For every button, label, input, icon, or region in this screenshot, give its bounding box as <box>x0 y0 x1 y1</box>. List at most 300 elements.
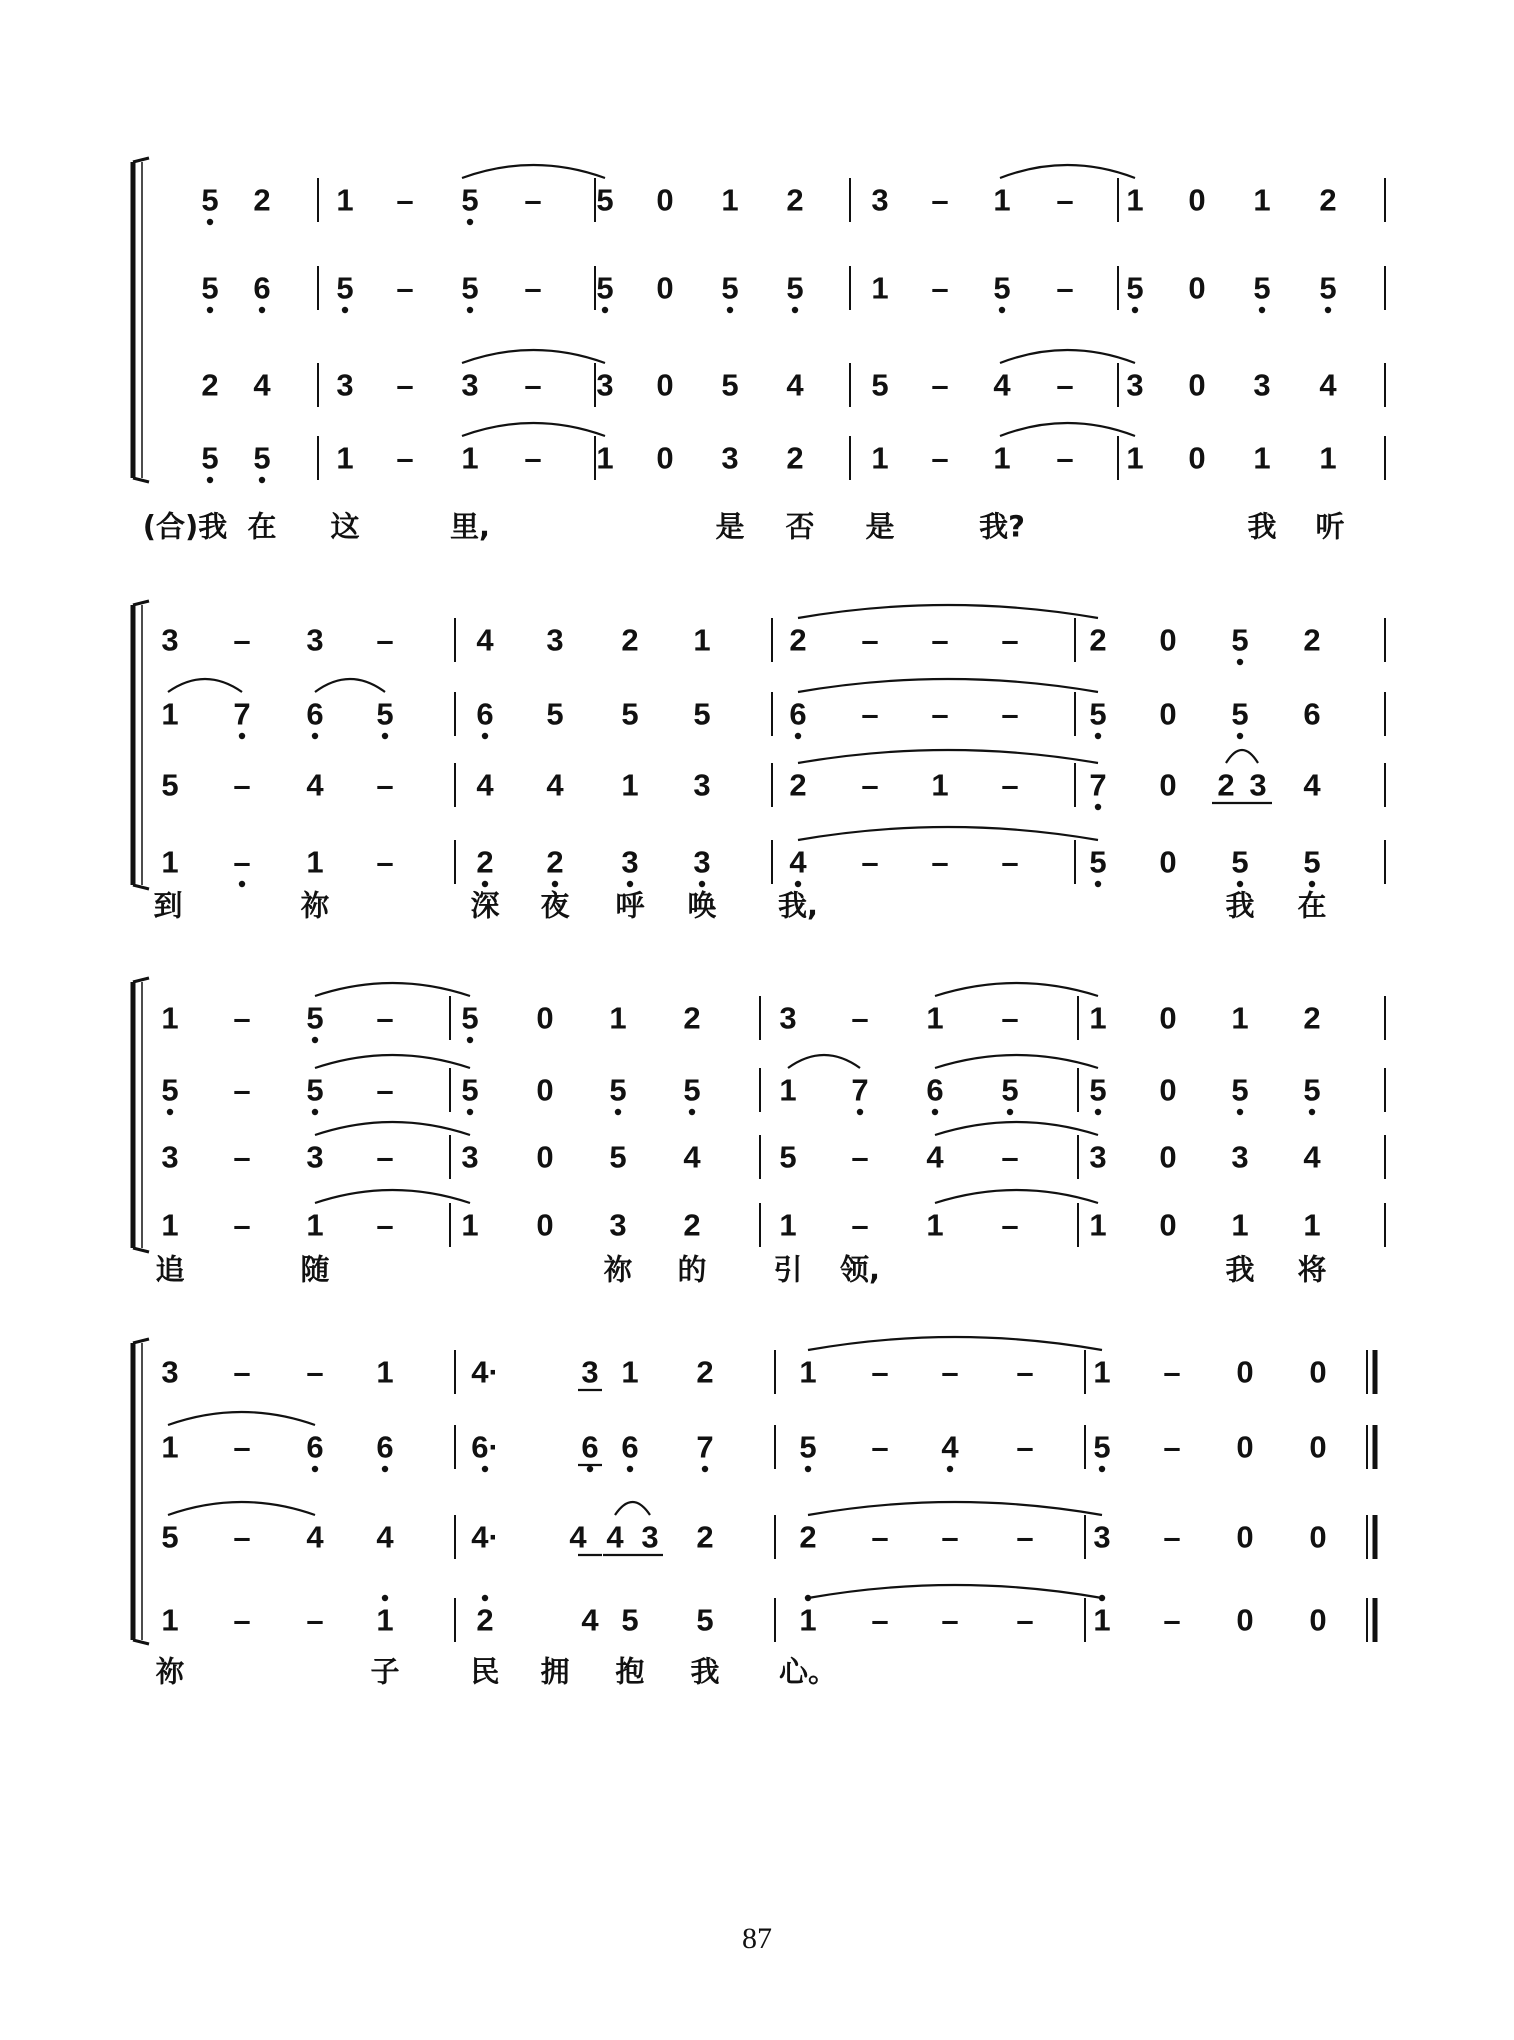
note-number: 0 <box>1188 367 1206 403</box>
octave-dot <box>312 1466 318 1472</box>
note-number: 2 <box>786 440 804 476</box>
dash-note: – <box>233 767 251 803</box>
note-number: 1 <box>1126 182 1144 218</box>
note-number: 5 <box>376 696 394 732</box>
octave-dot <box>342 307 348 313</box>
tie-slur <box>315 983 470 996</box>
note-number: 5 <box>546 696 564 732</box>
system-bracket-bottom <box>133 885 149 889</box>
dash-note: – <box>233 1207 251 1243</box>
note-number: 2 <box>789 767 807 803</box>
note-number: 0 <box>1236 1519 1254 1555</box>
note-number: 1 <box>306 844 324 880</box>
note-number: 5 <box>779 1139 797 1175</box>
dash-note: – <box>1056 367 1074 403</box>
note-number: 5 <box>621 696 639 732</box>
note-number: 4 <box>606 1519 624 1555</box>
note-number: 2 <box>476 844 494 880</box>
dash-note: – <box>396 440 414 476</box>
tie-slur <box>808 1585 1102 1598</box>
note-number: 3 <box>693 767 711 803</box>
note-number: 0 <box>1309 1519 1327 1555</box>
lyric-syllable: 是 <box>715 509 745 544</box>
octave-dot <box>1095 733 1101 739</box>
dash-note: – <box>306 1602 324 1638</box>
dash-note: – <box>233 1139 251 1175</box>
note-number: 0 <box>1236 1602 1254 1638</box>
note-number: 5 <box>621 1602 639 1638</box>
note-number: 1 <box>161 1429 179 1465</box>
dash-note: – <box>1016 1429 1034 1465</box>
note-number: 1 <box>596 440 614 476</box>
octave-dot <box>1309 881 1315 887</box>
note-number: 2 <box>786 182 804 218</box>
lyric-syllable: 子 <box>370 1654 400 1689</box>
dash-note: – <box>1001 1000 1019 1036</box>
octave-dot <box>792 307 798 313</box>
note-number: 1 <box>609 1000 627 1036</box>
note-number: 7 <box>1089 767 1107 803</box>
dash-note: – <box>1001 1207 1019 1243</box>
note-number: 5 <box>336 270 354 306</box>
note-number: 5 <box>693 696 711 732</box>
note-number: 2 <box>476 1602 494 1638</box>
tie-slur <box>808 1337 1102 1350</box>
lyric-syllable: 呼 <box>615 888 645 923</box>
lyric-syllable: 否 <box>785 509 815 544</box>
note-number: 1 <box>1231 1207 1249 1243</box>
lyric-syllable: 我 <box>1225 888 1255 923</box>
note-number: 1 <box>376 1602 394 1638</box>
dash-note: – <box>1001 1139 1019 1175</box>
system-bracket-top <box>133 1339 149 1343</box>
dash-note: – <box>376 1072 394 1108</box>
dash-note: – <box>1001 844 1019 880</box>
lyric-syllable: 到 <box>153 888 183 923</box>
octave-dot <box>467 307 473 313</box>
note-number: 3 <box>1089 1139 1107 1175</box>
dash-note: – <box>931 844 949 880</box>
dash-note: – <box>376 844 394 880</box>
note-number: 6 <box>306 1429 324 1465</box>
note-number: 4 <box>306 767 324 803</box>
note-number: 1 <box>336 182 354 218</box>
octave-dot <box>482 733 488 739</box>
octave-dot <box>602 307 608 313</box>
note-number: 2 <box>683 1000 701 1036</box>
note-number: 3 <box>1126 367 1144 403</box>
lyric-syllable: 唤 <box>687 888 717 923</box>
note-number: 5 <box>786 270 804 306</box>
tie-slur <box>788 1055 860 1068</box>
note-number: 4 <box>786 367 804 403</box>
note-number: 4 <box>376 1519 394 1555</box>
dash-note: – <box>233 622 251 658</box>
note-number: 0 <box>1309 1354 1327 1390</box>
note-number: 5 <box>161 1519 179 1555</box>
note-number: 6 <box>789 696 807 732</box>
note-number: 5 <box>161 767 179 803</box>
note-number: 4 <box>993 367 1011 403</box>
dash-note: – <box>1016 1602 1034 1638</box>
dash-note: – <box>233 1602 251 1638</box>
note-number: 3 <box>546 622 564 658</box>
dash-note: – <box>931 367 949 403</box>
note-number: 1 <box>993 182 1011 218</box>
tie-slur <box>935 1055 1098 1068</box>
dash-note: – <box>1016 1519 1034 1555</box>
octave-dot <box>1237 733 1243 739</box>
dash-note: – <box>306 1354 324 1390</box>
note-number: 1 <box>871 440 889 476</box>
octave-dot <box>1007 1109 1013 1115</box>
dash-note: – <box>524 270 542 306</box>
dash-note: – <box>941 1354 959 1390</box>
note-number: 0 <box>1159 1139 1177 1175</box>
tie-slur <box>315 1055 470 1068</box>
note-number: 5 <box>683 1072 701 1108</box>
tie-slur <box>315 1122 470 1135</box>
note-number: 5 <box>201 270 219 306</box>
note-number: 5 <box>253 440 271 476</box>
note-number: 5 <box>306 1000 324 1036</box>
lyric-syllable: 祢 <box>155 1654 185 1689</box>
tie-slur <box>798 679 1098 692</box>
note-number: 0 <box>1309 1429 1327 1465</box>
dash-note: – <box>861 844 879 880</box>
lyric-syllable: 拥 <box>540 1654 570 1689</box>
lyric-syllable: 祢 <box>603 1252 633 1287</box>
note-number: 1 <box>721 182 739 218</box>
tie-slur <box>168 1502 315 1515</box>
dash-note: – <box>376 622 394 658</box>
note-number: 2 <box>253 182 271 218</box>
lyric-syllable: 祢 <box>300 888 330 923</box>
note-number: 5 <box>461 1000 479 1036</box>
note-number: 2 <box>1217 767 1235 803</box>
note-number: 2 <box>621 622 639 658</box>
note-number: 5 <box>161 1072 179 1108</box>
octave-dot <box>857 1109 863 1115</box>
dash-note: – <box>233 1519 251 1555</box>
octave-dot <box>382 733 388 739</box>
note-number: 1 <box>926 1207 944 1243</box>
note-number: 0 <box>536 1072 554 1108</box>
note-number: 5 <box>1231 622 1249 658</box>
note-number: 3 <box>1253 367 1271 403</box>
tie-slur <box>798 605 1098 618</box>
dash-note: – <box>376 1000 394 1036</box>
note-number: 6 <box>621 1429 639 1465</box>
note-number: 0 <box>536 1000 554 1036</box>
note-number: 6· <box>471 1429 499 1465</box>
octave-dot <box>689 1109 695 1115</box>
octave-dot <box>207 477 213 483</box>
dash-note: – <box>931 622 949 658</box>
dash-note: – <box>1056 182 1074 218</box>
dash-note: – <box>861 696 879 732</box>
note-number: 6 <box>926 1072 944 1108</box>
dash-note: – <box>871 1519 889 1555</box>
octave-dot <box>795 881 801 887</box>
note-number: 1 <box>1089 1000 1107 1036</box>
note-number: 3 <box>621 844 639 880</box>
lyric-syllable: 随 <box>300 1252 330 1287</box>
note-number: 0 <box>1159 1207 1177 1243</box>
note-number: 5 <box>1231 1072 1249 1108</box>
dash-note: – <box>396 270 414 306</box>
note-number: 3 <box>693 844 711 880</box>
system-bracket-top <box>133 978 149 982</box>
lyric-syllable: 心。 <box>778 1654 838 1689</box>
note-number: 0 <box>1188 182 1206 218</box>
octave-dot <box>312 733 318 739</box>
note-number: 3 <box>336 367 354 403</box>
octave-dot <box>1237 1109 1243 1115</box>
note-number: 6 <box>376 1429 394 1465</box>
lyric-syllable: 深 <box>470 888 500 923</box>
dash-note: – <box>1001 622 1019 658</box>
note-number: 5 <box>871 367 889 403</box>
system-bracket-top <box>133 158 149 162</box>
note-number: 4 <box>1319 367 1337 403</box>
octave-dot <box>482 881 488 887</box>
dash-note: – <box>931 182 949 218</box>
note-number: 5 <box>596 182 614 218</box>
lyric-syllable: 民 <box>470 1654 500 1689</box>
note-number: 5 <box>461 182 479 218</box>
tie-slur <box>168 1412 315 1425</box>
lyric-syllable: 追 <box>155 1252 185 1287</box>
octave-dot <box>1099 1466 1105 1472</box>
dash-note: – <box>396 182 414 218</box>
note-number: 1 <box>161 1000 179 1036</box>
system-bracket-bottom <box>133 1248 149 1252</box>
page-number: 87 <box>742 1922 772 1955</box>
note-number: 5 <box>1319 270 1337 306</box>
dash-note: – <box>233 844 251 880</box>
note-number: 4 <box>1303 1139 1321 1175</box>
note-number: 1 <box>1089 1207 1107 1243</box>
note-number: 1 <box>1253 440 1271 476</box>
dash-note: – <box>1001 767 1019 803</box>
note-number: 7 <box>696 1429 714 1465</box>
note-number: 1 <box>461 1207 479 1243</box>
tie-slur <box>1226 750 1258 763</box>
note-number: 1 <box>693 622 711 658</box>
octave-dot <box>1095 881 1101 887</box>
note-number: 1 <box>779 1207 797 1243</box>
note-number: 3 <box>779 1000 797 1036</box>
note-number: 5 <box>201 182 219 218</box>
note-number: 0 <box>1236 1354 1254 1390</box>
lyric-syllable: 这 <box>330 509 360 544</box>
note-number: 0 <box>1309 1602 1327 1638</box>
note-number: 3 <box>609 1207 627 1243</box>
note-number: 6 <box>306 696 324 732</box>
note-number: 0 <box>1188 440 1206 476</box>
note-number: 2 <box>683 1207 701 1243</box>
note-number: 3 <box>596 367 614 403</box>
dash-note: – <box>851 1139 869 1175</box>
dash-note: – <box>871 1602 889 1638</box>
lyric-syllable: 引 <box>773 1252 803 1287</box>
dash-note: – <box>524 182 542 218</box>
note-number: 1 <box>1126 440 1144 476</box>
note-number: 2 <box>1319 182 1337 218</box>
octave-dot <box>467 219 473 225</box>
note-number: 1 <box>779 1072 797 1108</box>
note-number: 0 <box>1159 696 1177 732</box>
dash-note: – <box>931 440 949 476</box>
note-number: 1 <box>621 767 639 803</box>
lyric-syllable: 里, <box>449 509 491 544</box>
octave-dot <box>699 881 705 887</box>
dash-note: – <box>941 1519 959 1555</box>
note-number: 1 <box>871 270 889 306</box>
note-number: 3 <box>161 1354 179 1390</box>
dash-note: – <box>931 270 949 306</box>
note-number: 4· <box>471 1354 499 1390</box>
tie-slur <box>615 1502 650 1515</box>
note-number: 4 <box>546 767 564 803</box>
note-number: 2 <box>696 1519 714 1555</box>
note-number: 0 <box>1159 622 1177 658</box>
note-number: 5 <box>609 1139 627 1175</box>
dash-note: – <box>233 1429 251 1465</box>
octave-dot <box>702 1466 708 1472</box>
octave-dot <box>1095 804 1101 810</box>
octave-dot <box>167 1109 173 1115</box>
note-number: 3 <box>161 1139 179 1175</box>
octave-dot <box>727 307 733 313</box>
octave-dot <box>482 1595 488 1601</box>
tie-slur <box>935 1122 1098 1135</box>
system-bracket-bottom <box>133 478 149 482</box>
note-number: 4 <box>941 1429 959 1465</box>
note-number: 1 <box>336 440 354 476</box>
lyric-syllable: 是 <box>865 509 895 544</box>
note-number: 1 <box>926 1000 944 1036</box>
octave-dot <box>1237 881 1243 887</box>
dash-note: – <box>871 1429 889 1465</box>
octave-dot <box>482 1466 488 1472</box>
lyric-syllable: 将 <box>1297 1252 1327 1287</box>
note-number: 7 <box>233 696 251 732</box>
dash-note: – <box>1163 1354 1181 1390</box>
note-number: 5 <box>1303 1072 1321 1108</box>
octave-dot <box>382 1466 388 1472</box>
note-number: 4 <box>569 1519 587 1555</box>
tie-slur <box>798 750 1098 763</box>
note-number: 0 <box>1159 1000 1177 1036</box>
octave-dot <box>805 1466 811 1472</box>
dash-note: – <box>376 767 394 803</box>
note-number: 1 <box>1303 1207 1321 1243</box>
note-number: 3 <box>721 440 739 476</box>
dash-note: – <box>1056 440 1074 476</box>
octave-dot <box>207 219 213 225</box>
note-number: 3 <box>306 1139 324 1175</box>
lyric-syllable: 我, <box>777 888 819 923</box>
note-number: 5 <box>721 367 739 403</box>
note-number: 1 <box>931 767 949 803</box>
note-number: 3 <box>161 622 179 658</box>
note-number: 2 <box>799 1519 817 1555</box>
lyric-syllable: 的 <box>677 1252 707 1287</box>
note-number: 4 <box>1303 767 1321 803</box>
dash-note: – <box>524 367 542 403</box>
note-number: 1 <box>161 844 179 880</box>
note-number: 1 <box>1093 1602 1111 1638</box>
note-number: 2 <box>1089 622 1107 658</box>
note-number: 5 <box>461 1072 479 1108</box>
octave-dot <box>312 1109 318 1115</box>
note-number: 2 <box>201 367 219 403</box>
tie-slur <box>1000 423 1135 436</box>
note-number: 2 <box>1303 1000 1321 1036</box>
lyric-syllable: 我 <box>1247 509 1277 544</box>
note-number: 2 <box>696 1354 714 1390</box>
note-number: 6 <box>581 1429 599 1465</box>
note-number: 4 <box>926 1139 944 1175</box>
octave-dot <box>932 1109 938 1115</box>
dash-note: – <box>233 1072 251 1108</box>
note-number: 7 <box>851 1072 869 1108</box>
dash-note: – <box>861 622 879 658</box>
octave-dot <box>467 1109 473 1115</box>
octave-dot <box>467 1037 473 1043</box>
tie-slur <box>462 350 605 363</box>
lyric-syllable: 夜 <box>540 888 570 923</box>
note-number: 5 <box>1253 270 1271 306</box>
dash-note: – <box>1163 1429 1181 1465</box>
octave-dot <box>1237 659 1243 665</box>
note-number: 6 <box>1303 696 1321 732</box>
dash-note: – <box>851 1207 869 1243</box>
note-number: 1 <box>799 1354 817 1390</box>
system-bracket-bottom <box>133 1640 149 1644</box>
note-number: 3 <box>461 1139 479 1175</box>
note-number: 1 <box>799 1602 817 1638</box>
note-number: 6 <box>253 270 271 306</box>
tie-slur <box>935 1190 1098 1203</box>
note-number: 0 <box>656 270 674 306</box>
dash-note: – <box>861 767 879 803</box>
note-number: 3 <box>1231 1139 1249 1175</box>
octave-dot <box>239 881 245 887</box>
octave-dot <box>259 477 265 483</box>
note-number: 0 <box>1236 1429 1254 1465</box>
note-number: 1 <box>461 440 479 476</box>
note-number: 4 <box>306 1519 324 1555</box>
note-number: 0 <box>656 367 674 403</box>
note-number: 1 <box>306 1207 324 1243</box>
dash-note: – <box>524 440 542 476</box>
octave-dot <box>627 881 633 887</box>
dash-note: – <box>851 1000 869 1036</box>
lyric-syllable: 在 <box>1297 888 1327 923</box>
note-number: 2 <box>789 622 807 658</box>
note-number: 0 <box>1159 767 1177 803</box>
octave-dot <box>795 733 801 739</box>
note-number: 5 <box>799 1429 817 1465</box>
dash-note: – <box>941 1602 959 1638</box>
lyric-syllable: (合)我 <box>142 509 228 544</box>
note-number: 3 <box>581 1354 599 1390</box>
note-number: 1 <box>1231 1000 1249 1036</box>
octave-dot <box>947 1466 953 1472</box>
